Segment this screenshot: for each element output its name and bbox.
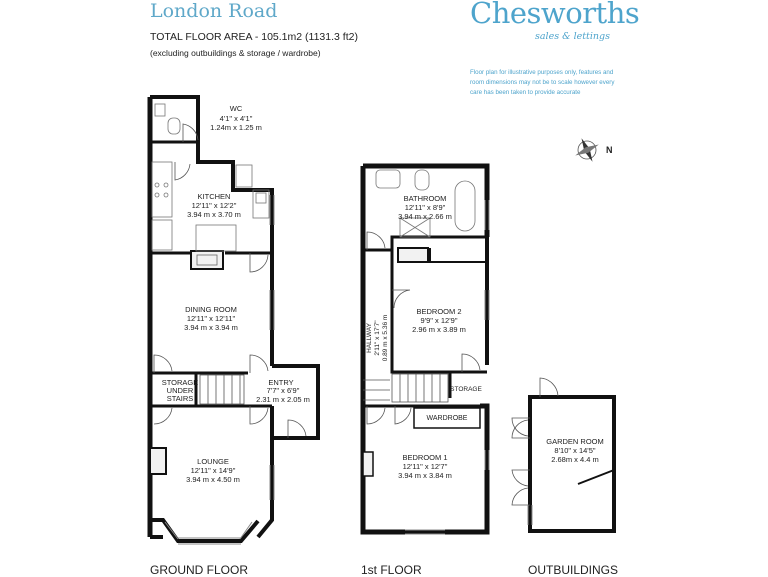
entry-label: ENTRY	[268, 378, 294, 387]
bedroom1-metric: 3.94 m x 3.84 m	[398, 471, 452, 480]
entry-metric: 2.31 m x 2.05 m	[256, 395, 310, 404]
dining-imperial: 12'11" x 12'11"	[186, 314, 236, 323]
bedroom2-label: BEDROOM 2	[416, 307, 462, 316]
brand-tagline: sales & lettings	[535, 31, 610, 42]
first-stairs	[363, 374, 448, 402]
dining-label: DINING ROOM	[185, 305, 237, 314]
garden-room-imperial: 8'10" x 14'5"	[554, 446, 596, 455]
disclaimer-text: Floor plan for illustrative purposes only, features and room dimensions may not be to scale however every care has been taken to provide accurate	[470, 69, 615, 96]
property-title: London Road	[150, 0, 278, 22]
bathroom-metric: 3.94 m x 2.66 m	[398, 212, 452, 221]
wc-label: WC	[229, 104, 243, 113]
kitchen-metric: 3.94 m x 3.70 m	[187, 210, 241, 219]
bathroom-label: BATHROOM	[403, 194, 447, 203]
wc-imperial: 4'1" x 4'1"	[219, 114, 253, 123]
compass-north-label: N	[606, 145, 613, 155]
storage-label: STORAGE	[450, 386, 482, 393]
garden-room-metric: 2.68m x 4.4 m	[551, 455, 599, 464]
wc-metric: 1.24m x 1.25 m	[210, 123, 262, 132]
storage-under-stairs-line3: STAIRS	[166, 394, 194, 403]
ground-stairs	[200, 375, 244, 404]
lounge-label: LOUNGE	[197, 457, 229, 466]
bedroom1-imperial: 12'11" x 12'7"	[402, 462, 448, 471]
outbuildings-label: OUTBUILDINGS	[528, 563, 619, 577]
hallway-imperial: 2'11" x 17'7"	[374, 320, 381, 356]
bedroom2-imperial: 9'9" x 12'9"	[420, 316, 458, 325]
brand-logo: Chesworths	[470, 0, 640, 30]
wardrobe-label: WARDROBE	[426, 415, 468, 422]
garden-room-label: GARDEN ROOM	[546, 437, 604, 446]
bedroom2-metric: 2.96 m x 3.89 m	[412, 325, 466, 334]
ground-floor-label: GROUND FLOOR	[150, 563, 249, 577]
hallway-label: HALLWAY	[366, 323, 373, 353]
first-floor-label: 1st FLOOR	[361, 563, 422, 577]
total-floor-area: TOTAL FLOOR AREA - 105.1m2 (1131.3 ft2)	[150, 31, 358, 43]
storage-under-stairs-line2: UNDER	[166, 386, 194, 395]
area-exclusion-note: (excluding outbuildings & storage / wardrobe)	[150, 48, 321, 58]
bedroom1-label: BEDROOM 1	[402, 453, 448, 462]
dining-metric: 3.94 m x 3.94 m	[184, 323, 238, 332]
bathroom-imperial: 12'11" x 8'9"	[404, 203, 446, 212]
lounge-imperial: 12'11" x 14'9"	[190, 466, 236, 475]
lounge-metric: 3.94 m x 4.50 m	[186, 475, 240, 484]
hallway-metric: 0.89 m x 5.36 m	[382, 314, 389, 362]
entry-imperial: 7'7" x 6'9"	[266, 386, 300, 395]
kitchen-imperial: 12'11" x 12'2"	[191, 201, 237, 210]
outbuilding-plan	[530, 397, 614, 531]
compass-rose-icon	[574, 137, 600, 163]
kitchen-label: KITCHEN	[197, 192, 231, 201]
storage-under-stairs-line1: STORAGE	[161, 378, 199, 387]
